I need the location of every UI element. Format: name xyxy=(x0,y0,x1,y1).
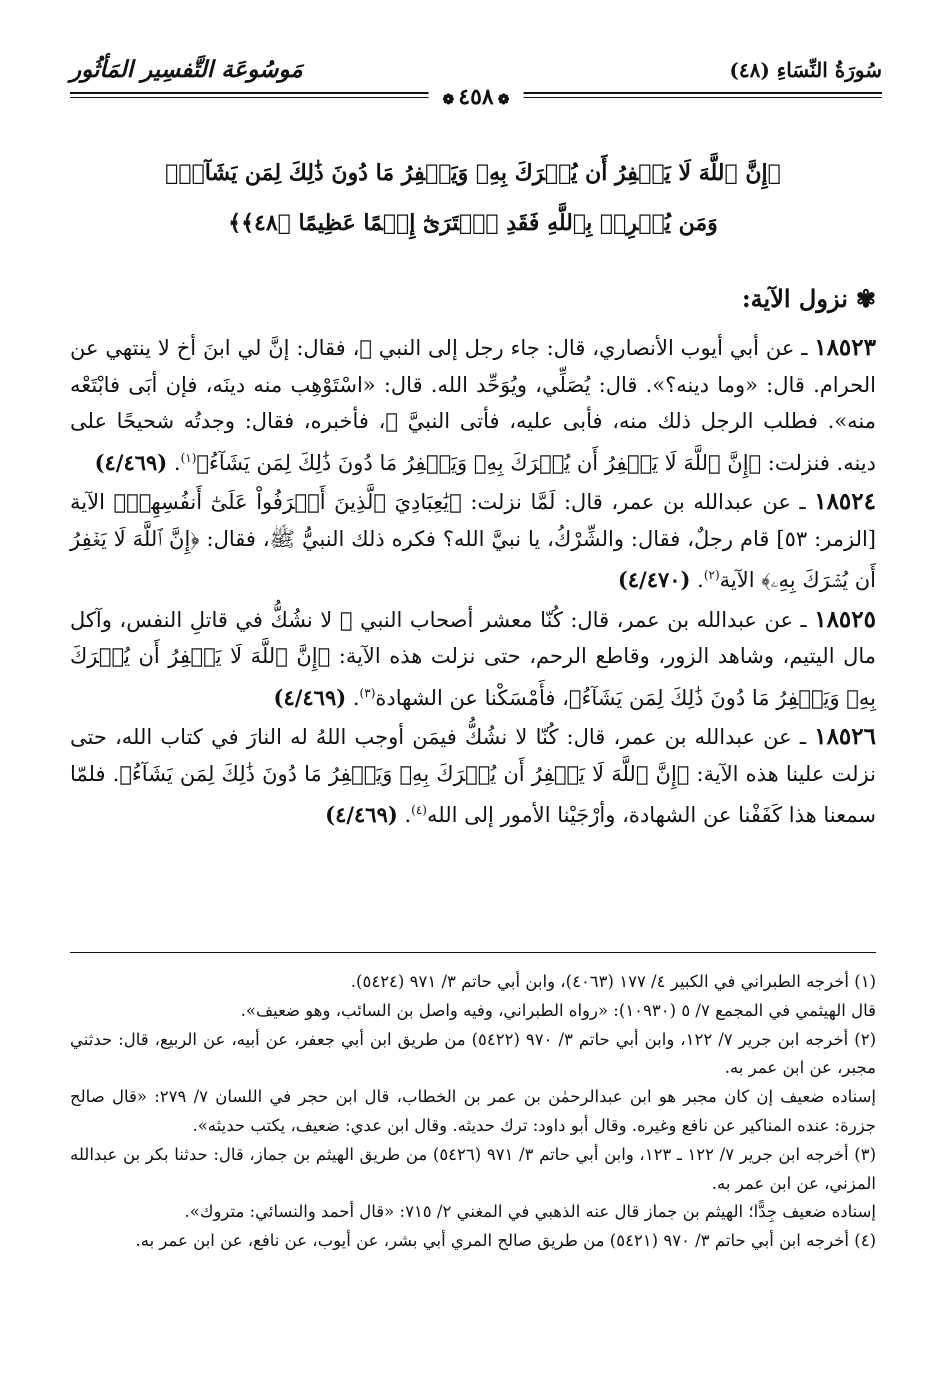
hadith-text: ـ عن عبدالله بن عمر، قال: كُنّا لا نشُكُّ فيمَن أوجب اللهُ له النارَ في كتاب الله، حتى نزلت علينا هذه الآية: ﴿إِنَّ ٱللَّهَ لَا يَغۡفِرُ أَن يُشۡرَكَ بِهِۦ وَيَغۡفِرُ مَا دُونَ ذَٰلِكَ لِمَن يَشَآءُ﴾. فلمّا سمعنا هذا كَفَفْنا عن الشهادة، وأرْجَيْنا الأمور إلى الله xyxy=(70,725,876,827)
quran-verse xyxy=(90,148,856,248)
section-title-text: نزول الآية: xyxy=(741,284,848,313)
hadith-entry: ١٨٥٢٤ ـ عن عبدالله بن عمر، قال: لَمَّا نزلت: ﴿يَٰعِبَادِيَ ٱلَّذِينَ أَسۡرَفُواْ عَلَىٰٓ أَنفُسِهِمۡ﴾ الآية [الزمر: ٥٣] قام رجلٌ، فقال: والشِّرْكُ، يا نبيَّ الله؟ فكره ذلك النبيُّ ﷺ، فقال: ﴿إِنَّ ٱللَّهَ لَا يَغۡفِرُ أَن يُشۡرَكَ بِهِۦ﴾ الآية$^{(٢)}$. (٤/٤٧٠) xyxy=(70,488,876,592)
ornament-icon: ❁ xyxy=(442,92,455,108)
footnote: (٢) أخرجه ابن جرير ٧/ ١٢٢، وابن أبي حاتم ٣/ ٩٧٠ (٥٤٢٢) من طريق ابن أبي جعفر، عن أبيه، عن الربيع، قال: حدثني مجبر، عن ابن عمر به. xyxy=(70,1029,876,1078)
hadith-entry: ١٨٥٢٦ ـ عن عبدالله بن عمر، قال: كُنّا لا نشُكُّ فيمَن أوجب اللهُ له النارَ في كتاب الله، حتى نزلت علينا هذه الآية: ﴿إِنَّ ٱللَّهَ لَا يَغۡفِرُ أَن يُشۡرَكَ بِهِۦ وَيَغۡفِرُ مَا دُونَ ذَٰلِكَ لِمَن يَشَآءُ﴾. فلمّا سمعنا هذا كَفَفْنا عن الشهادة، وأرْجَيْنا الأمور إلى الله$^{(٤)}$. (٤/٤٦٩) xyxy=(70,723,876,827)
verse-line: وَمَن يُشۡرِكۡ بِٱللَّهِ فَقَدِ ٱفۡتَرَىٰٓ إِثۡمًا عَظِيمًا ﴿٤٨﴾﴾ xyxy=(228,210,718,236)
page-number xyxy=(429,84,524,110)
hadith-number: ١٨٥٢٦ xyxy=(814,723,876,750)
hadith-text: ـ عن أبي أيوب الأنصاري، قال: جاء رجل إلى النبي ﷺ، فقال: إنَّ لي ابنَ أخ لا ينتهي عن الحرام. قال: «وما دينه؟». قال: يُصَلِّي، ويُوَحِّد الله. قال: «اسْتَوْهِب منه دينَه، فإن أبَى فابْتَعْه منه». فطلب الرجل ذلك منه، فأبى عليه، فأتى النبيَّ ﷺ، فأخبره، فقال: وجدتُه شحيحًا على دينه. فنزلت: ﴿إِنَّ ٱللَّهَ لَا يَغۡفِرُ أَن يُشۡرَكَ بِهِۦ وَيَغۡفِرُ مَا دُونَ ذَٰلِكَ لِمَن يَشَآءُ﴾ xyxy=(70,336,876,475)
hadith-entry: ١٨٥٢٥ ـ عن عبدالله بن عمر، قال: كُنّا معشر أصحاب النبي ﷺ لا نشُكُّ في قاتلِ النفس، وآكل مال اليتيم، وشاهد الزور، وقاطع الرحم، حتى نزلت هذه الآية: ﴿إِنَّ ٱللَّهَ لَا يَغۡفِرُ أَن يُشۡرَكَ بِهِۦ وَيَغۡفِرُ مَا دُونَ ذَٰلِكَ لِمَن يَشَآءُ﴾، فأَمْسَكْنا عن الشهادة$^{(٣)}$. (٤/٤٦٩) xyxy=(70,605,876,710)
hadith-number: ١٨٥٢٣ xyxy=(814,334,876,361)
hadith-text: ـ عن عبدالله بن عمر، قال: لَمَّا نزلت: ﴿يَٰعِبَادِيَ ٱلَّذِينَ أَسۡرَفُواْ عَلَىٰٓ أَنفُسِهِمۡ﴾ الآية [الزمر: ٥٣] قام رجلٌ، فقال: والشِّرْكُ، يا نبيَّ الله؟ فكره ذلك النبيُّ ﷺ، فقال: ﴿إِنَّ ٱللَّهَ لَا يَغۡفِرُ أَن يُشۡرَكَ بِهِۦ﴾ الآية xyxy=(70,490,876,592)
verse-line: ﴿إِنَّ ٱللَّهَ لَا يَغۡفِرُ أَن يُشۡرَكَ بِهِۦ وَيَغۡفِرُ مَا دُونَ ذَٰلِكَ لِمَن يَشَآءُۚ xyxy=(165,160,781,186)
footnote: (٣) أخرجه ابن جرير ٧/ ١٢٢ ـ ١٢٣، وابن أبي حاتم ٣/ ٩٧١ (٥٤٢٦) من طريق الهيثم بن جماز، قال: حدثنا بكر بن عبدالله المزني، عن ابن عمر به. xyxy=(70,1144,877,1193)
page-number-text: ٤٥٨ xyxy=(458,84,494,110)
footnote: إسناده ضعيف إن كان مجبر هو ابن عبدالرحمٰن بن عمر بن الخطاب، قال ابن حجر في اللسان ٧/ ٢٧٩: «قال صالح جزرة: عنده المناكير عن نافع وغيره. وقال أبو داود: ترك حديثه. وقال ابن عدي: ضعيف، يكتب حديثه». xyxy=(70,1087,876,1135)
volume-ref: (٤/٤٦٩) xyxy=(325,802,398,827)
volume-ref: (٤/٤٦٩) xyxy=(273,684,347,710)
hadith-list xyxy=(70,330,876,837)
hadith-entry: ١٨٥٢٣ ـ عن أبي أيوب الأنصاري، قال: جاء رجل إلى النبي ﷺ، فقال: إنَّ لي ابنَ أخ لا ينتهي عن الحرام. قال: «وما دينه؟». قال: يُصَلِّي، ويُوَحِّد الله. قال: «اسْتَوْهِب منه دينَه، فإن أبَى فابْتَعْه منه». فطلب الرجل ذلك منه، فأبى عليه، فأتى النبيَّ ﷺ، فأخبره، فقال: وجدتُه شحيحًا على دينه. فنزلت: ﴿إِنَّ ٱللَّهَ لَا يَغۡفِرُ أَن يُشۡرَكَ بِهِۦ وَيَغۡفِرُ مَا دُونَ ذَٰلِكَ لِمَن يَشَآءُ﴾$^{(١)}$. (٤/٤٦٩) xyxy=(70,334,876,475)
volume-ref: (٤/٤٧٠) xyxy=(617,567,691,592)
footnote-marker: (٤) xyxy=(411,803,427,817)
footnote: (٤) أخرجه ابن أبي حاتم ٣/ ٩٧٠ (٥٤٢١) من طريق صالح المري أبي بشر، عن أيوب، عن نافع، عن ابن عمر به. xyxy=(135,1231,876,1251)
footnote-marker: (٢) xyxy=(703,568,720,582)
book-title-logo: مَوسُوعَة التَّفسِير المَأثُور xyxy=(70,56,303,83)
flower-icon: ✾ xyxy=(855,284,876,313)
footnote: (١) أخرجه الطبراني في الكبير ٤/ ١٧٧ (٤٠٦٣)، وابن أبي حاتم ٣/ ٩٧١ (٥٤٢٤). xyxy=(350,972,876,991)
hadith-text: ـ عن عبدالله بن عمر، قال: كُنّا معشر أصحاب النبي ﷺ لا نشُكُّ في قاتلِ النفس، وآكل مال اليتيم، وشاهد الزور، وقاطع الرحم، حتى نزلت هذه الآية: ﴿إِنَّ ٱللَّهَ لَا يَغۡفِرُ أَن يُشۡرَكَ بِهِۦ وَيَغۡفِرُ مَا دُونَ ذَٰلِكَ لِمَن يَشَآءُ﴾، فأَمْسَكْنا عن الشهادة xyxy=(70,607,876,710)
footnote: إسناده ضعيف جِدًّا؛ الهيثم بن جماز قال عنه الذهبي في المغني ٢/ ٧١٥: «قال أحمد والنسائي: متروك». xyxy=(184,1202,876,1222)
page-header xyxy=(70,48,882,108)
hadith-number: ١٨٥٢٥ xyxy=(814,605,876,633)
surah-header: سُورَةُ النِّسَاءِ (٤٨) xyxy=(729,58,882,82)
volume-ref: (٤/٤٦٩) xyxy=(94,449,168,475)
footnote-marker: (١) xyxy=(180,450,197,465)
section-title xyxy=(742,284,876,313)
footnote-divider xyxy=(70,952,876,953)
footnotes xyxy=(70,968,876,1256)
footnote: قال الهيثمي في المجمع ٧/ ٥ (١٠٩٣٠): «رواه الطبراني، وفيه واصل بن السائب، وهو ضعيف». xyxy=(240,1000,876,1020)
ornament-icon: ❁ xyxy=(497,92,510,108)
hadith-number: ١٨٥٢٤ xyxy=(814,488,876,515)
footnote-marker: (٣) xyxy=(359,685,376,700)
